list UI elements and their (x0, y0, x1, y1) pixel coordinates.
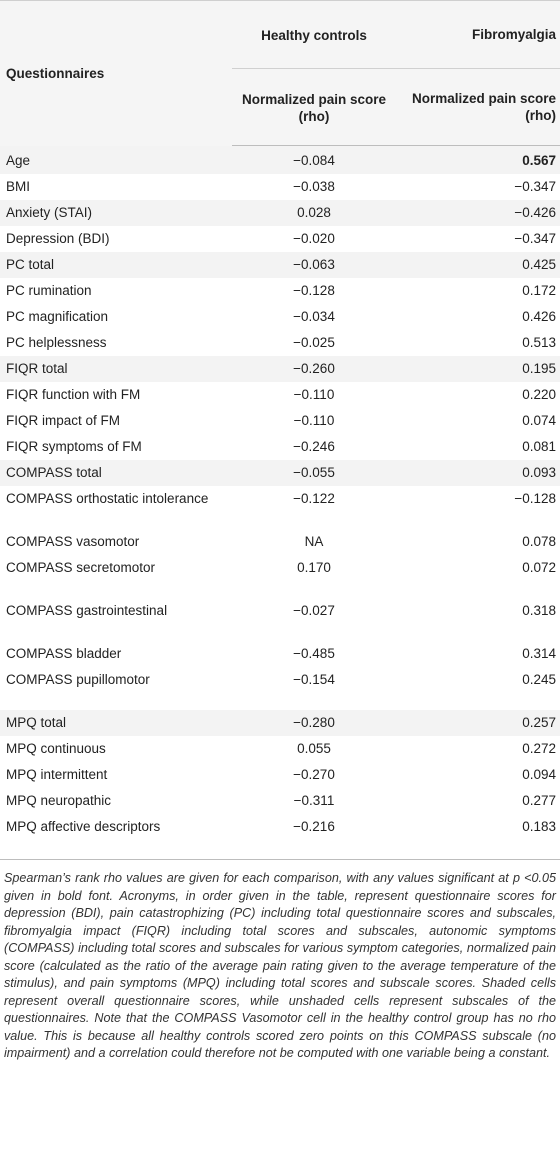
healthy-value: −0.025 (293, 335, 335, 350)
table-row (0, 598, 560, 641)
fibro-value: −0.347 (514, 231, 556, 246)
healthy-value: −0.270 (293, 767, 335, 782)
row-label: FIQR impact of FM (6, 413, 121, 428)
healthy-value: −0.110 (293, 413, 335, 428)
header-healthy-measure: Normalized pain score (rho) (232, 69, 396, 146)
row-label: FIQR symptoms of FM (6, 439, 142, 454)
fibro-value: 0.078 (522, 534, 556, 549)
healthy-value: −0.055 (232, 460, 396, 486)
row-label: FIQR function with FM (6, 387, 141, 402)
row-label: COMPASS vasomotor (6, 534, 140, 549)
healthy-value: −0.027 (293, 603, 335, 618)
fibro-value: 0.072 (522, 560, 556, 575)
healthy-value: −0.280 (232, 710, 396, 736)
row-label: PC rumination (6, 283, 92, 298)
row-label: PC helplessness (6, 335, 107, 350)
fibro-value: 0.074 (522, 413, 556, 428)
fibro-value: 0.183 (396, 814, 560, 860)
healthy-value: −0.311 (293, 793, 335, 808)
table-row (0, 667, 560, 710)
row-label: COMPASS secretomotor (6, 560, 156, 575)
row-label: Anxiety (STAI) (0, 200, 232, 226)
healthy-value: −0.034 (293, 309, 335, 324)
fibro-value: 0.172 (522, 283, 556, 298)
row-label: MPQ neuropathic (6, 793, 112, 808)
fibro-value: −0.128 (514, 491, 556, 506)
table-row (0, 814, 560, 860)
table-row (0, 278, 560, 304)
healthy-value: −0.122 (293, 491, 335, 506)
row-label: COMPASS bladder (6, 646, 122, 661)
table-row (0, 486, 560, 529)
row-label: MPQ total (0, 710, 232, 736)
table-footnote: Spearman’s rank rho values are given for each comparison, with any values significant at p <0.05 given in bold font. Acronyms, in order given in the table, represent questionnaire scores for depression (BDI), pain catastrophizing (PC) including total questionnaire scores and subscales, fibromyalgia impact (FIQR) including total scores and subscales, autonomic symptoms (COMPASS) including total scores and subscales for various symptom categories, normalized pain score (calculated as the ratio of the average pain rating given to the average temperature of the stimulus), and pain symptoms (MPQ) including total scores and subscale scores. Shaded cells represent overall questionnaire scores, while unshaded cells represent subscales of the questionnaires. Note that the COMPASS Vasomotor cell in the healthy control group has no rho value. This is because all healthy controls scored zero points on this COMPASS subscale (no impairment) and a correlation could therefore not be computed with one variable being a constant. (4, 871, 556, 1060)
fibro-value: −0.347 (514, 179, 556, 194)
table-row (0, 555, 560, 598)
table-row (0, 382, 560, 408)
fibro-value: 0.257 (396, 710, 560, 736)
healthy-value: −0.020 (293, 231, 335, 246)
row-label: MPQ intermittent (6, 767, 108, 782)
healthy-value: −0.038 (293, 179, 335, 194)
header-healthy-controls: Healthy controls (232, 1, 396, 69)
fibro-value: 0.426 (522, 309, 556, 324)
table-row (0, 200, 560, 226)
row-label: MPQ continuous (6, 741, 106, 756)
table-row (0, 330, 560, 356)
table-row (0, 736, 560, 762)
fibro-value: 0.513 (522, 335, 556, 350)
fibro-value: 0.220 (522, 387, 556, 402)
healthy-value: 0.028 (232, 200, 396, 226)
row-label: COMPASS pupillomotor (6, 672, 150, 687)
table-row (0, 460, 560, 486)
table-row (0, 788, 560, 814)
fibro-value: 0.245 (522, 672, 556, 687)
header-row-groups (0, 1, 560, 69)
table-row (0, 762, 560, 788)
table-row (0, 304, 560, 330)
table-row (0, 710, 560, 736)
table-body (0, 146, 560, 860)
fibro-value: 0.094 (522, 767, 556, 782)
fibro-value: 0.314 (522, 646, 556, 661)
table-row (0, 146, 560, 175)
table-row (0, 252, 560, 278)
table-row (0, 356, 560, 382)
fibro-value: 0.425 (396, 252, 560, 278)
fibro-value: 0.081 (522, 439, 556, 454)
healthy-value: −0.260 (232, 356, 396, 382)
header-fibromyalgia: Fibromyalgia (396, 1, 560, 69)
healthy-value: −0.216 (232, 814, 396, 860)
healthy-value: −0.063 (232, 252, 396, 278)
row-label: PC total (0, 252, 232, 278)
table-row (0, 434, 560, 460)
table-row (0, 226, 560, 252)
healthy-value: 0.055 (297, 741, 331, 756)
table-row (0, 529, 560, 555)
healthy-value: NA (304, 534, 324, 549)
row-label: Age (0, 146, 232, 175)
healthy-value: 0.170 (297, 560, 331, 575)
healthy-value: −0.485 (293, 646, 335, 661)
row-label: MPQ affective descriptors (0, 814, 232, 860)
healthy-value: −0.246 (293, 439, 335, 454)
fibro-value: 0.195 (396, 356, 560, 382)
header-fibro-measure: Normalized pain score (rho) (396, 69, 560, 146)
table-row (0, 174, 560, 200)
row-label: Depression (BDI) (6, 231, 110, 246)
row-label: COMPASS gastrointestinal (6, 603, 168, 618)
healthy-value: −0.128 (293, 283, 335, 298)
fibro-value: −0.426 (396, 200, 560, 226)
header-questionnaires: Questionnaires (0, 1, 232, 146)
row-label: BMI (6, 179, 31, 194)
row-label: PC magnification (6, 309, 109, 324)
healthy-value: −0.154 (293, 672, 335, 687)
row-label: COMPASS orthostatic intolerance (6, 491, 209, 506)
row-label: FIQR total (0, 356, 232, 382)
row-label: COMPASS total (0, 460, 232, 486)
fibro-value: 0.318 (522, 603, 556, 618)
fibro-value: 0.093 (396, 460, 560, 486)
fibro-value: 0.277 (522, 793, 556, 808)
table-row (0, 408, 560, 434)
healthy-value: −0.110 (293, 387, 335, 402)
healthy-value: −0.084 (232, 146, 396, 175)
table-row (0, 641, 560, 667)
fibro-value: 0.272 (522, 741, 556, 756)
fibro-value: 0.567 (396, 146, 560, 175)
